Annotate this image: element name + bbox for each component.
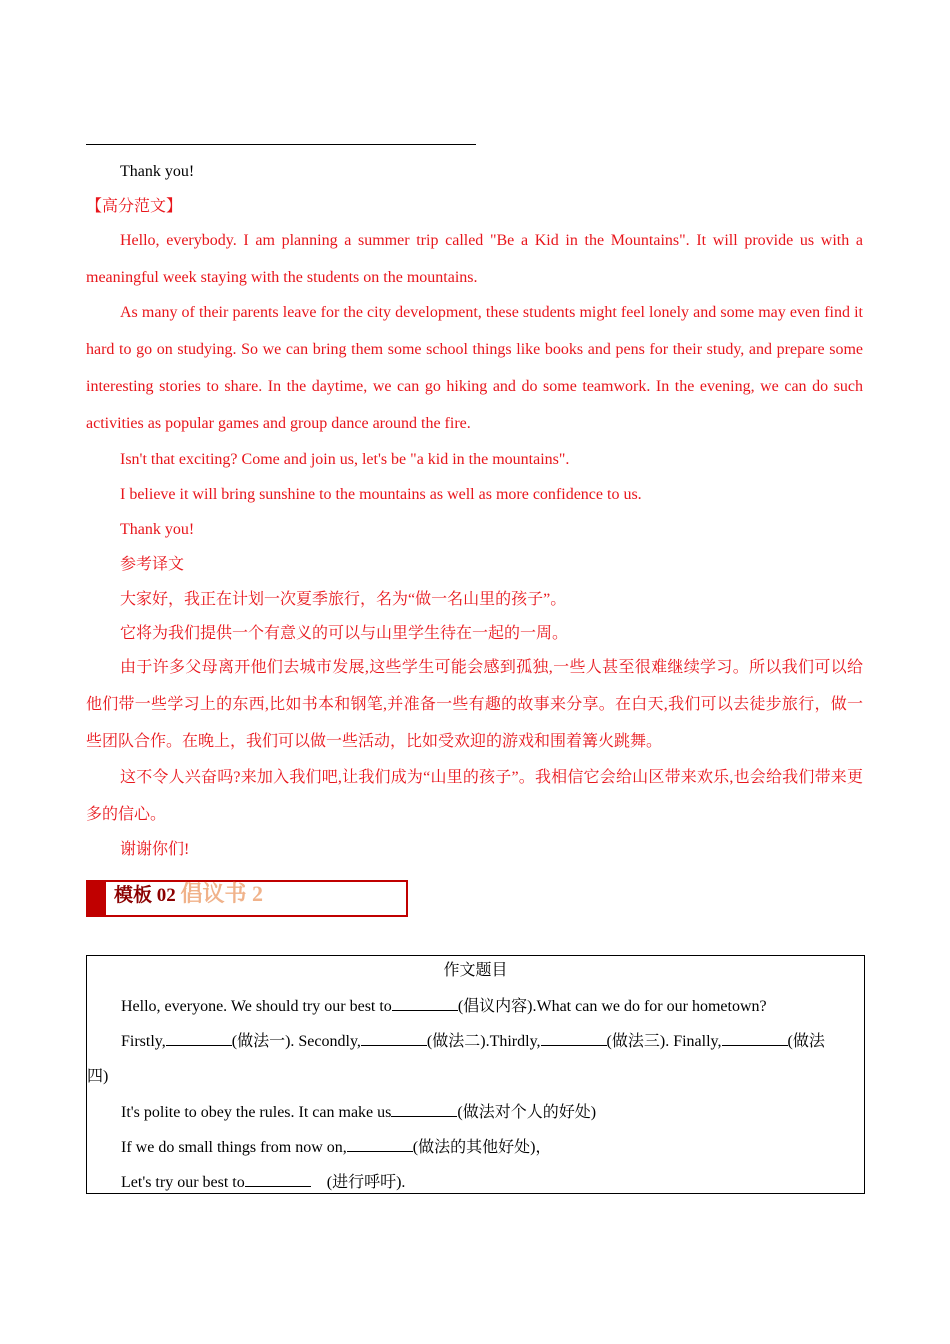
fill-blank xyxy=(166,1031,232,1046)
translation-label: 参考译文 xyxy=(120,556,185,573)
model-essay-para-3: Isn't that exciting? Come and join us, let's be "a kid in the mountains". xyxy=(120,451,570,468)
model-essay-para-1: Hello, everybody. I am planning a summer trip called "Be a Kid in the Mountains". It will provide us with a meaningful week staying with the students on the mountains. xyxy=(86,232,863,286)
topic-method-four: (做法 xyxy=(787,1033,825,1050)
translation-line-2: 它将为我们提供一个有意义的可以与山里学生待在一起的一周。 xyxy=(120,625,569,642)
topic-line-4 xyxy=(87,1137,864,1158)
heading-template-number: 模板 02 xyxy=(114,885,181,906)
topic-finally: (做法三). Finally, xyxy=(606,1033,722,1050)
topic-line-1 xyxy=(87,996,864,1017)
fill-blank xyxy=(541,1031,607,1046)
model-essay-para-2: As many of their parents leave for the city development, these students might feel lonely and some may even find it hard to go on studying. So we can bring them some school things like books and pens for their study, and prepare some interesting stories to share. In the daytime, we can go hiking and do some teamwork. In the evening, we can do such activities as popular games and group dance around the fire. xyxy=(86,304,863,432)
fill-blank xyxy=(361,1031,427,1046)
topic-line-3-text: It's polite to obey the rules. It can make us xyxy=(121,1104,392,1121)
translation-para-4: 这不令人兴奋吗?来加入我们吧,让我们成为“山里的孩子”。我相信它会给山区带来欢乐,也会给我们带来更多的信心。 xyxy=(86,769,863,823)
translation-line-5: 谢谢你们! xyxy=(120,841,190,858)
translation-line-1: 大家好，我正在计划一次夏季旅行，名为“做一名山里的孩子”。 xyxy=(120,591,567,608)
topic-line-1-text: Hello, everyone. We should try our best to xyxy=(121,998,392,1015)
answer-line xyxy=(86,144,476,145)
topic-line-4-text: If we do small things from now on, xyxy=(121,1139,347,1156)
topic-box xyxy=(86,955,865,1194)
topic-line-3 xyxy=(87,1102,864,1123)
fill-blank xyxy=(722,1031,788,1046)
fill-blank xyxy=(391,1102,457,1117)
topic-line-5-text: Let's try our best to xyxy=(121,1174,245,1191)
topic-line-5 xyxy=(87,1172,864,1193)
translation-para-3: 由于许多父母离开他们去城市发展,这些学生可能会感到孤独,一些人甚至很难继续学习。所以我们可以给他们带一些学习上的东西,比如书本和钢笔,并准备一些有趣的故事来分享。在白天,我们可以去徒步旅行，做一些团队合作。在晚上，我们可以做一些活动，比如受欢迎的游戏和围着篝火跳舞。 xyxy=(86,659,863,750)
heading-title xyxy=(114,882,263,908)
topic-line-3-hint: (做法对个人的好处) xyxy=(457,1104,597,1121)
fill-blank xyxy=(245,1172,311,1187)
topic-firstly: Firstly, xyxy=(121,1033,166,1050)
topic-thirdly: (做法二).Thirdly, xyxy=(426,1033,541,1050)
topic-line-2-continued: 四) xyxy=(87,1068,109,1085)
topic-title: 作文题目 xyxy=(443,962,508,979)
topic-line-2 xyxy=(87,1031,864,1052)
topic-line-1-hint: (倡议内容).What can we do for our hometown? xyxy=(457,998,767,1015)
model-essay-para-4: I believe it will bring sunshine to the mountains as well as more confidence to us. xyxy=(120,486,642,503)
topic-line-5-hint: (进行呼吁). xyxy=(326,1174,406,1191)
heading-template-name: 倡议书 2 xyxy=(180,881,264,906)
fill-blank xyxy=(347,1137,413,1152)
section-heading xyxy=(86,880,408,917)
fill-blank xyxy=(392,996,458,1011)
model-essay-label: 【高分范文】 xyxy=(86,198,183,215)
topic-secondly: (做法一). Secondly, xyxy=(231,1033,361,1050)
thank-you-line: Thank you! xyxy=(120,163,195,180)
topic-line-4-hint: (做法的其他好处)， xyxy=(412,1139,552,1156)
heading-accent-bar xyxy=(88,882,106,915)
model-essay-para-5: Thank you! xyxy=(120,521,195,538)
